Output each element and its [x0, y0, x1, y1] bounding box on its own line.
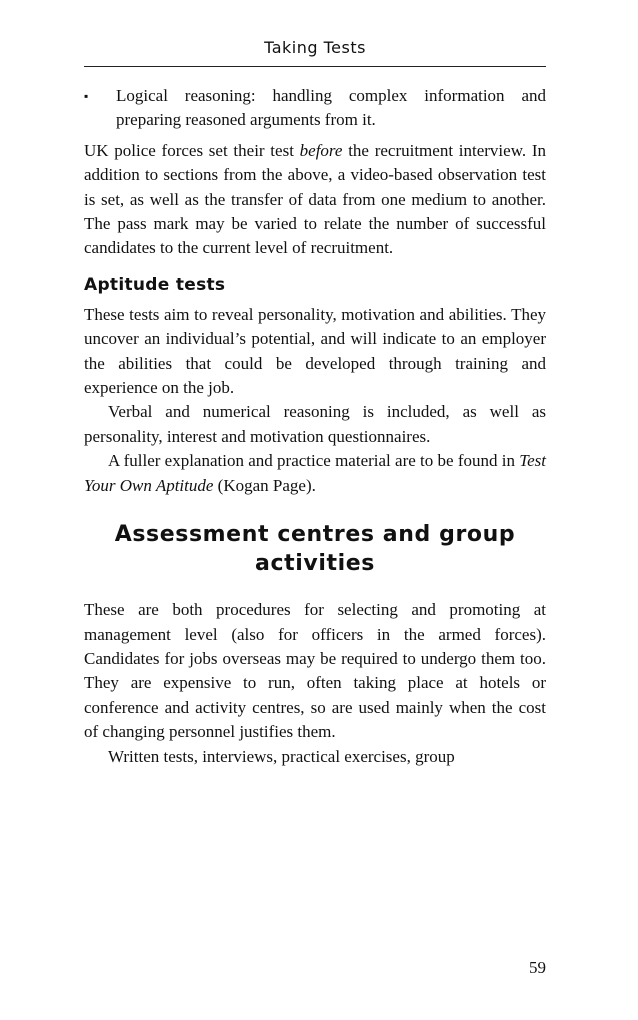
- aptitude-text-2: (Kogan Page).: [213, 475, 316, 495]
- aptitude-text-1: A fuller explanation and practice material are to be found in: [108, 451, 520, 471]
- police-text-2: the recruitment interview. In addition to sections from the above, a video-based observation test is set, as well as the transfer of data from one medium to another. The pass mark may be varied to relate the number of successful candidates to the current level of recruitment.: [84, 140, 547, 258]
- running-header: Taking Tests: [264, 38, 366, 57]
- bullet-list-item: [84, 84, 546, 133]
- assessment-paragraph-1: These are both procedures for selecting and promoting at management level (also for officers in the armed forces). Candidates for jobs overseas may be required to undergo them too. They are expensive to run, often taking place at hotels or conference and activity centres, so are used mainly when the cost of changing personnel justifies them.: [84, 600, 546, 742]
- page-number: 59: [529, 958, 546, 977]
- aptitude-heading: Aptitude tests: [84, 274, 226, 295]
- assessment-paragraph-2: Written tests, interviews, practical exercises, group: [108, 746, 455, 766]
- aptitude-paragraph-1: These tests aim to reveal personality, motivation and abilities. They uncover an individual’s potential, and will indicate to an employer the abilities that could be developed through training and experience on the job.: [84, 304, 546, 398]
- police-paragraph: [84, 139, 546, 261]
- page-body: [84, 84, 546, 769]
- police-text-1: UK police forces set their test: [84, 140, 300, 160]
- bullet-text: Logical reasoning: handling complex information and preparing reasoned arguments from it.: [116, 86, 546, 130]
- header-rule: [84, 66, 546, 67]
- book-page: [84, 0, 546, 1020]
- book-title: Test Your Own Aptitude: [84, 451, 546, 495]
- assessment-heading-line-2: activities: [255, 551, 375, 577]
- aptitude-paragraph-3: [84, 449, 546, 498]
- square-bullet-icon: ▪: [84, 89, 89, 103]
- aptitude-paragraph-2: Verbal and numerical reasoning is included, as well as personality, interest and motivation questionnaires.: [84, 402, 546, 446]
- assessment-heading: [84, 520, 546, 578]
- police-emphasis: before: [299, 140, 343, 160]
- assessment-heading-line-1: Assessment centres and group: [114, 522, 516, 548]
